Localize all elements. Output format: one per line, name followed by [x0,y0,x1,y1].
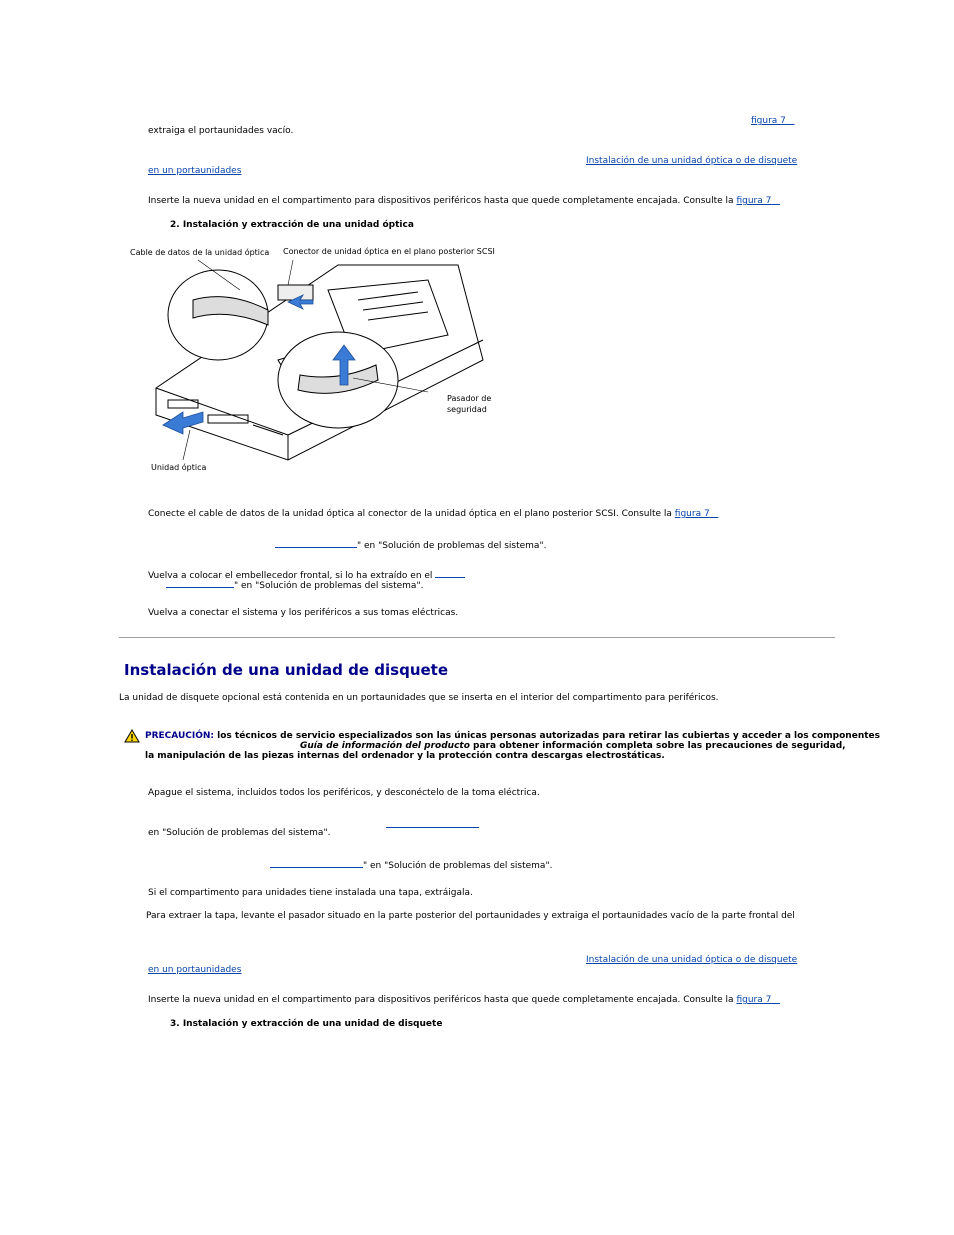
figure3-caption: 3. Instalación y extracción de una unidad de disquete [170,1019,443,1029]
solucion-line-4: " en "Solución de problemas del sistema". [270,858,552,871]
instalacion-link-2-cont[interactable]: en un portaunidades [148,965,242,975]
section-title: Instalación de una unidad de disquete [124,661,449,679]
extract-arrow-icon [163,412,203,434]
blank-link-4-wrap [386,818,479,831]
figura7-link-d[interactable]: figura 7 [736,995,772,1005]
label-pasador-1: Pasador de [447,394,492,403]
warning-icon [124,729,140,743]
caution-line-1: PRECAUCIÓN: los técnicos de servicio especializados son las únicas personas autorizadas para retirar las cubiertas y acceder a los componentes [145,731,880,741]
figure2-caption: 2. Instalación y extracción de una unidad óptica [170,220,414,230]
figura7-link-b[interactable]: figura 7 [736,196,772,206]
extraiga-text: extraiga el portaunidades vacío. [148,126,294,136]
blank-link-5[interactable] [270,858,363,868]
conecte-text: Conecte el cable de datos de la unidad óptica al conector de la unidad óptica en el plano posterior SCSI. Consulte la figura 7 [148,509,718,519]
instalacion-link-2[interactable]: Instalación de una unidad óptica o de disquete [586,955,798,965]
solucion-line-1: " en "Solución de problemas del sistema". [275,538,546,551]
figura7-link-c[interactable]: figura 7 [674,509,710,519]
instalacion-link-1[interactable]: Instalación de una unidad óptica o de disquete [586,156,798,166]
si-compartimento-text: Si el compartimento para unidades tiene instalada una tapa, extráigala. [148,888,473,898]
caution-line-2: Guía de información del producto para obtener información completa sobre las precauciones de seguridad, [300,741,846,751]
figura7-link-top[interactable]: figura 7 [751,116,786,126]
section-divider [119,637,835,638]
vuelva-embellecedor-text: Vuelva a colocar el embellecedor frontal, si lo ha extraído en el [148,568,465,581]
apague-text: Apague el sistema, incluidos todos los periféricos, y desconéctelo de la toma eléctrica. [148,788,540,798]
blank-link-1[interactable] [275,538,357,548]
optical-drive-figure [128,240,488,480]
section-intro: La unidad de disquete opcional está contenida en un portaunidades que se inserta en el interior del compartimento para periféricos. [119,693,719,703]
vuelva-conectar-text: Vuelva a conectar el sistema y los periféricos a sus tomas eléctricas. [148,608,459,618]
label-unidad: Unidad óptica [151,463,207,472]
label-cable: Cable de datos de la unidad óptica [130,248,270,257]
inserte-text-2: Inserte la nueva unidad en el compartimento para dispositivos periféricos hasta que quede completamente encajada. Consulte la figura 7 [148,995,780,1005]
inserte-text-1: Inserte la nueva unidad en el compartimento para dispositivos periféricos hasta que quede completamente encajada. Consulte la figura 7 [148,196,780,206]
label-conector: Conector de unidad óptica en el plano posterior SCSI [283,247,495,256]
label-pasador-2: seguridad [447,405,487,414]
solucion-line-2: " en "Solución de problemas del sistema". [166,578,423,591]
para-extraer-text: Para extraer la tapa, levante el pasador situado en la parte posterior del portaunidades y extraiga el portaunidades vacío de la parte frontal del [146,911,795,921]
instalacion-link-1-cont[interactable]: en un portaunidades [148,166,242,176]
blank-link-2[interactable] [435,568,465,578]
caution-line-3: la manipulación de las piezas internas del ordenador y la protección contra descargas electrostáticas. [145,751,665,761]
blank-link-4[interactable] [386,818,479,828]
solucion-line-3: en "Solución de problemas del sistema". [148,828,331,838]
blank-link-3[interactable] [166,578,234,588]
